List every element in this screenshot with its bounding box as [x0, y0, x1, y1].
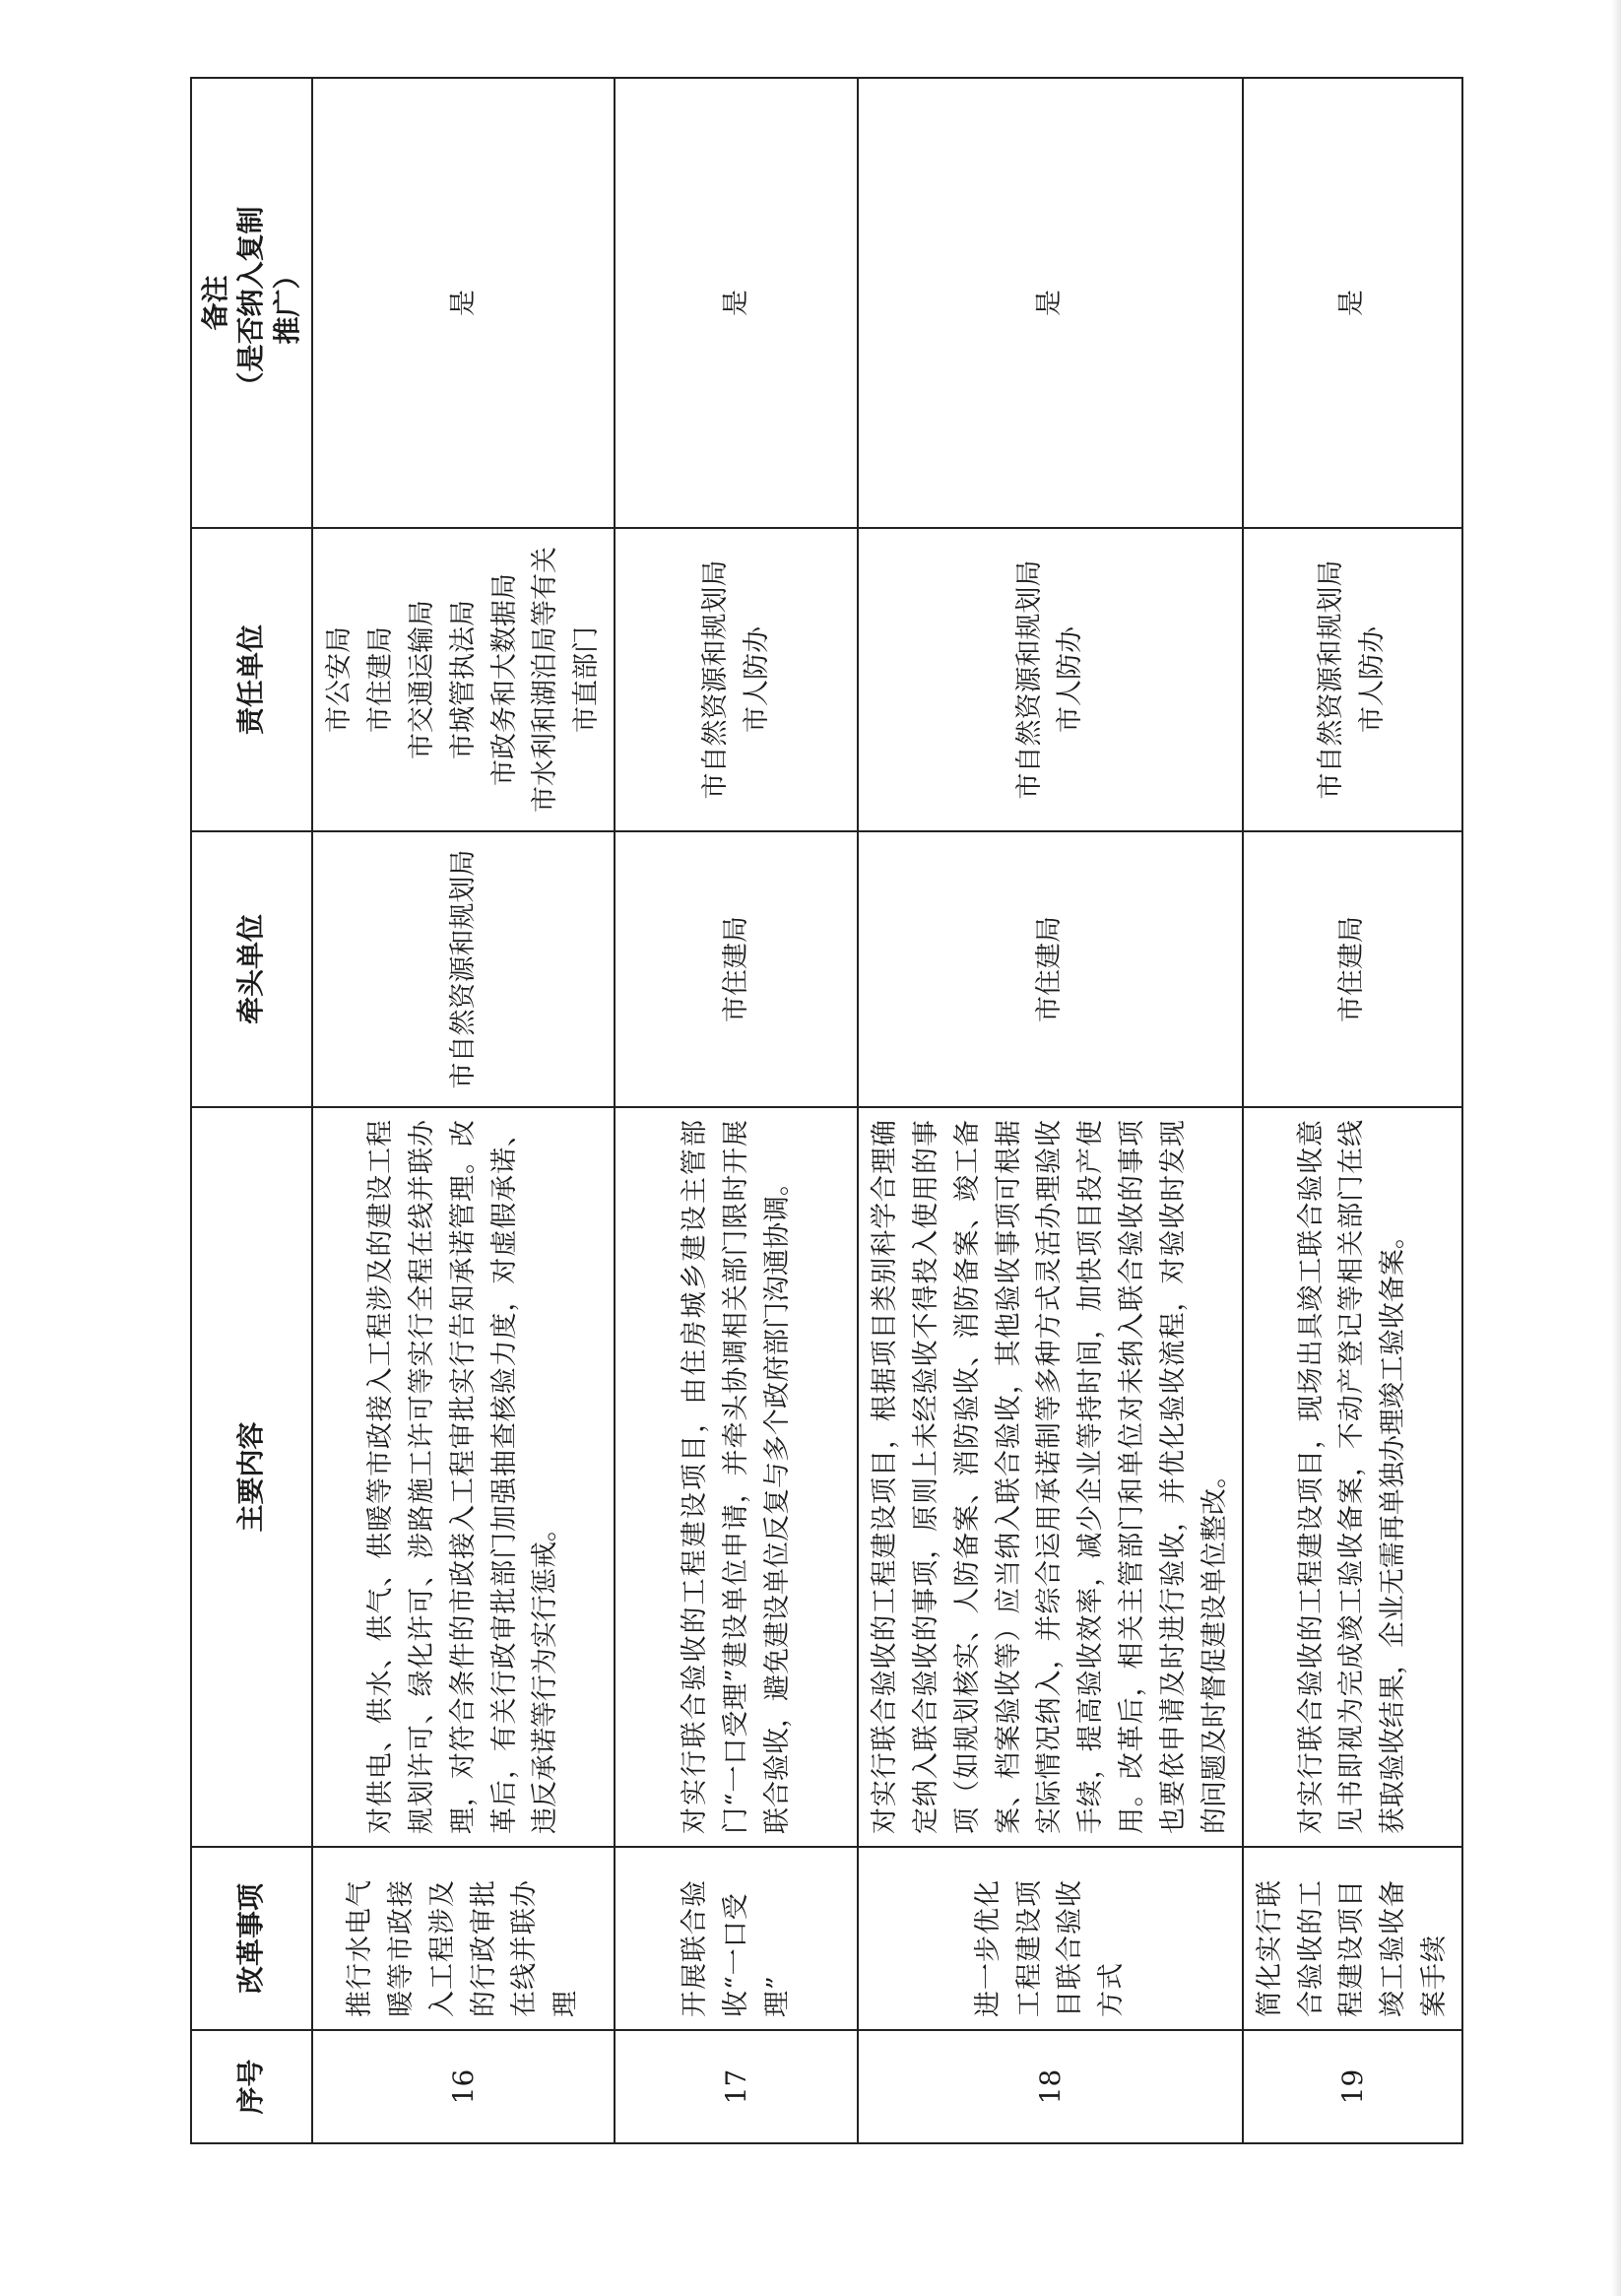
row-responsible-unit	[858, 528, 1243, 831]
header-remark-line3: 推广）	[270, 261, 303, 345]
row-main-content: 对实行联合验收的工程建设项目，现场出具竣工联合验收意见书即视为完成竣工验收备案，不动产登记等相关部门在线获取验收结果，企业无需再单独办理竣工验收备案。	[1243, 1107, 1462, 1847]
responsible-unit-line: 市自然资源和规划局	[1316, 559, 1347, 800]
responsible-unit-line: 市住建局	[365, 626, 397, 733]
responsible-unit-line: 市人防办	[741, 626, 772, 733]
page-edge-shadow	[1611, 0, 1621, 2296]
table-row	[312, 78, 615, 2143]
row-main-content: 对实行联合验收的工程建设项目，根据项目类别科学合理确定纳入联合验收的事项，原则上未经验收不得投入使用的事项（如规划核实、人防备案、消防验收、消防备案、竣工备案、档案验收等）应当纳入联合验收，其他验收事项可根据实际情况纳入，并综合运用承诺制等多种方式灵活办理验收手续，提高验收效率，减少企业等持时间，加快项目投产使用。改革后，相关主管部门和单位对未纳入联合验收的事项也要依申请及时进行验收，并优化验收流程，对验收时发现的问题及时督促建设单位整改。	[858, 1107, 1243, 1847]
responsible-unit-line: 市公安局	[324, 626, 356, 733]
responsible-unit-line: 市自然资源和规划局	[699, 559, 731, 800]
header-responsible-unit: 责任单位	[191, 528, 312, 831]
row-remark: 是	[1243, 78, 1462, 528]
responsible-unit-line: 市人防办	[1055, 626, 1086, 733]
row-main-content: 对实行联合验收的工程建设项目，由住房城乡建设主管部门“一口受理”建设单位申请，并牵头协调相关部门限时开展联合验收，避免建设单位反复与多个政府部门沟通协调。	[615, 1107, 858, 1847]
row-remark: 是	[615, 78, 858, 528]
reform-items-table	[190, 77, 1463, 2144]
table-row	[1243, 78, 1462, 2143]
header-remark	[191, 78, 312, 528]
table-header-row	[191, 78, 312, 2143]
row-seq: 19	[1243, 2030, 1462, 2143]
row-reform-item: 开展联合验收“一口受理”	[615, 1847, 858, 2030]
responsible-unit-line: 市直部门	[571, 626, 603, 733]
header-main-content: 主要内容	[191, 1107, 312, 1847]
table-row	[615, 78, 858, 2143]
row-lead-unit: 市住建局	[1243, 831, 1462, 1107]
responsible-unit-line: 市城管执法局	[447, 600, 479, 759]
responsible-unit-line: 市政务和大数据局	[488, 573, 520, 786]
responsible-unit-line: 市自然资源和规划局	[1013, 559, 1045, 800]
row-lead-unit: 市自然资源和规划局	[312, 831, 615, 1107]
header-reform-item: 改革事项	[191, 1847, 312, 2030]
responsible-unit-line: 市人防办	[1357, 626, 1389, 733]
responsible-unit-line: 市水利和湖泊局等有关	[530, 547, 561, 813]
row-seq: 16	[312, 2030, 615, 2143]
header-remark-line2: （是否纳入复制	[234, 206, 268, 400]
row-reform-item: 进一步优化工程建设项目联合验收方式	[858, 1847, 1243, 2030]
row-responsible-unit	[1243, 528, 1462, 831]
row-reform-item: 简化实行联合验收的工程建设项目竣工验收备案手续	[1243, 1847, 1462, 2030]
header-lead-unit: 牵头单位	[191, 831, 312, 1107]
row-remark: 是	[312, 78, 615, 528]
reform-table-container	[190, 79, 1451, 2144]
row-reform-item: 推行水电气暖等市政接入工程涉及的行政审批在线并联办理	[312, 1847, 615, 2030]
table-row	[858, 78, 1243, 2143]
row-responsible-unit	[615, 528, 858, 831]
row-main-content: 对供电、供水、供气、供暖等市政接入工程涉及的建设工程规划许可、绿化许可、涉路施工许可等实行全程在线并联办理，对符合条件的市政接入工程审批实行告知承诺管理。改革后，有关行政审批部门加强抽查核验力度，对虚假承诺、违反承诺等行为实行惩戒。	[312, 1107, 615, 1847]
row-lead-unit: 市住建局	[858, 831, 1243, 1107]
row-remark: 是	[858, 78, 1243, 528]
header-remark-line1: 备注	[199, 275, 231, 331]
row-lead-unit: 市住建局	[615, 831, 858, 1107]
header-seq: 序号	[191, 2030, 312, 2143]
row-seq: 17	[615, 2030, 858, 2143]
row-seq: 18	[858, 2030, 1243, 2143]
row-responsible-unit	[312, 528, 615, 831]
responsible-unit-line: 市交通运输局	[406, 600, 437, 759]
